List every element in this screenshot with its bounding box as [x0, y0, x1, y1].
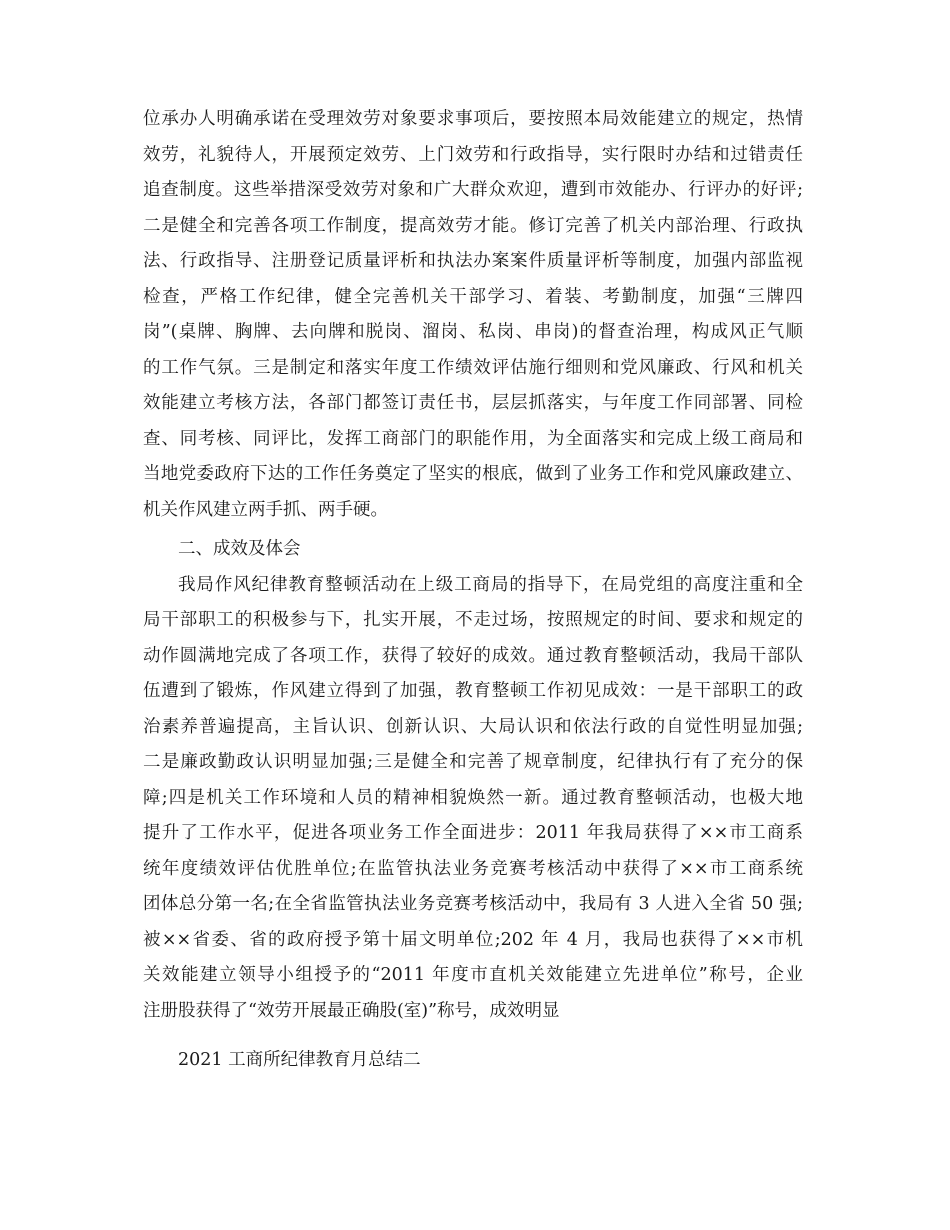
text-line: 关效能建立领导小组授予的“2011 年度市直机关效能建立先进单位”称号，企业: [143, 965, 803, 985]
text-line: 统年度绩效评估优胜单位;在监管执法业务竞赛考核活动中获得了××市工商系统: [143, 858, 803, 879]
text-line: 岗”(桌牌、胸牌、去向牌和脱岗、溜岗、私岗、串岗)的督查治理，构成风正气顺: [143, 322, 803, 342]
text-line: 二是廉政勤政认识明显加强;三是健全和完善了规章制度，纪律执行有了充分的保: [143, 752, 803, 772]
text-line: 效能建立考核方法，各部门都签订责任书，层层抓落实，与年度工作同部署、同检: [143, 393, 803, 413]
text-line: 被××省委、省的政府授予第十届文明单位;202 年 4 月，我局也获得了××市机: [143, 929, 803, 950]
paragraph-results: [143, 568, 803, 1030]
text-line: 法、行政指导、注册登记质量评析和执法办案案件质量评析等制度，加强内部监视: [143, 251, 803, 271]
document-page: [143, 102, 803, 1079]
text-line: 局干部职工的积极参与下，扎实开展，不走过场，按照规定的时间、要求和规定的: [143, 610, 803, 630]
text-line: 追查制度。这些举措深受效劳对象和广大群众欢迎，遭到市效能办、行评办的好评;: [143, 180, 803, 200]
text-line: 伍遭到了锻炼，作风建立得到了加强，教育整顿工作初见成效：一是干部职工的政: [143, 681, 803, 701]
text-line: 的工作气氛。三是制定和落实年度工作绩效评估施行细则和党风廉政、行风和机关: [143, 357, 803, 378]
text-line: 效劳，礼貌待人，开展预定效劳、上门效劳和行政指导，实行限时办结和过错责任: [143, 144, 803, 165]
text-line: 我局作风纪律教育整顿活动在上级工商局的指导下，在局党组的高度注重和全: [178, 574, 803, 595]
text-line: 机关作风建立两手抓、两手硬。: [143, 499, 388, 520]
text-line: 检查，严格工作纪律，健全完善机关干部学习、着装、考勤制度，加强“三牌四: [143, 286, 803, 307]
text-line: 动作圆满地完成了各项工作，获得了较好的成效。通过教育整顿活动，我局干部队: [143, 645, 803, 666]
text-line: 注册股获得了“效劳开展最正确股(室)”称号，成效明显: [143, 1000, 560, 1021]
paragraph-work-measures: [143, 102, 803, 528]
text-line: 提升了工作水平，促进各项业务工作全面进步：2011 年我局获得了××市工商系: [143, 823, 803, 843]
next-section-title: 2021 工商所纪律教育月总结二: [178, 1050, 421, 1070]
text-line: 当地党委政府下达的工作任务奠定了坚实的根底，做到了业务工作和党风廉政建立、: [143, 464, 803, 484]
text-line: 治素养普遍提高，主旨认识、创新认识、大局认识和依法行政的自觉性明显加强;: [143, 716, 803, 737]
text-line: 二是健全和完善各项工作制度，提高效劳才能。修订完善了机关内部治理、行政执: [143, 215, 803, 236]
text-line: 查、同考核、同评比，发挥工商部门的职能作用，为全面落实和完成上级工商局和: [143, 428, 803, 449]
text-line: 障;四是机关工作环境和人员的精神相貌焕然一新。通过教育整顿活动，也极大地: [143, 787, 803, 808]
text-line: 位承办人明确承诺在受理效劳对象要求事项后，要按照本局效能建立的规定，热情: [143, 109, 803, 129]
section-heading: 二、成效及体会: [178, 539, 301, 559]
text-line: 团体总分第一名;在全省监管执法业务竞赛考核活动中，我局有 3 人进入全省 50 强;: [143, 894, 803, 914]
